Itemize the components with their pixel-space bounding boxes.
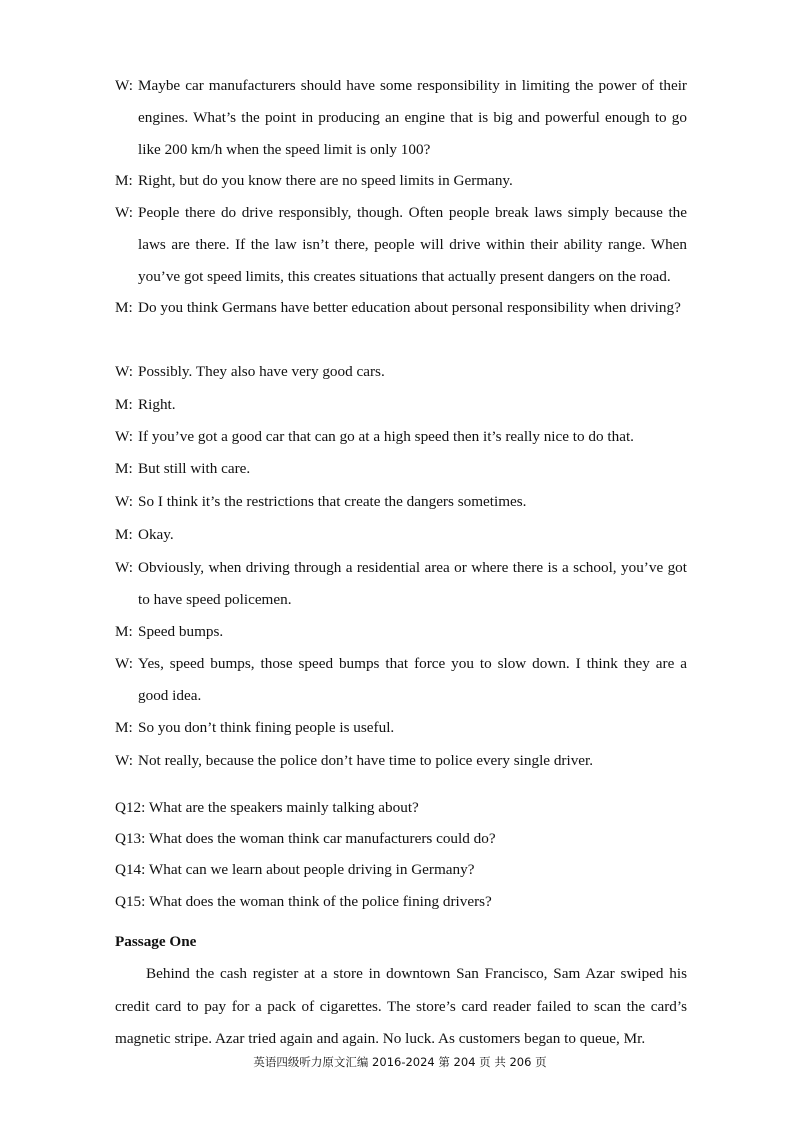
speaker-label: M: <box>115 623 133 640</box>
speaker-label: W: <box>115 428 133 445</box>
dialogue-text: Do you think Germans have better education about personal responsibility when driving? <box>138 299 681 316</box>
dialogue-turn <box>115 292 687 324</box>
dialogue-turn <box>115 197 687 293</box>
dialogue-turn <box>115 356 687 388</box>
speaker-label: W: <box>115 363 133 380</box>
speaker-label: W: <box>115 559 133 576</box>
dialogue-turn <box>115 616 687 648</box>
passage-text: Behind the cash register at a store in downtown San Francisco, Sam Azar swiped his credit card to pay for a pack of cigarettes. The store’s card reader failed to scan the card’s magnetic stripe. Azar tried again and again. No luck. As customers began to queue, Mr. <box>115 965 687 1047</box>
speaker-label: M: <box>115 172 133 189</box>
dialogue-text: Okay. <box>138 526 174 543</box>
dialogue-turn <box>115 70 687 166</box>
dialogue-turn <box>115 712 687 744</box>
dialogue-turn <box>115 421 687 453</box>
speaker-label: M: <box>115 460 133 477</box>
dialogue-turn <box>115 389 687 421</box>
dialogue-turn <box>115 453 687 485</box>
dialogue-turn <box>115 648 687 712</box>
speaker-label: M: <box>115 299 133 316</box>
dialogue-text: If you’ve got a good car that can go at a high speed then it’s really nice to do that. <box>138 428 634 445</box>
dialogue-text: So I think it’s the restrictions that create the dangers sometimes. <box>138 493 527 510</box>
speaker-label: W: <box>115 204 133 221</box>
dialogue-text: Right, but do you know there are no speed limits in Germany. <box>138 172 513 189</box>
dialogue-text: Right. <box>138 396 176 413</box>
speaker-label: M: <box>115 526 133 543</box>
question-q14: Q14: What can we learn about people driving in Germany? <box>115 861 475 878</box>
speaker-label: W: <box>115 752 133 769</box>
page-footer: 英语四级听力原文汇编 2016-2024 第 204 页 共 206 页 <box>253 1055 547 1069</box>
question-q12: Q12: What are the speakers mainly talking about? <box>115 799 419 816</box>
dialogue-turn <box>115 745 687 777</box>
dialogue-turn <box>115 486 687 518</box>
speaker-label: W: <box>115 77 133 94</box>
question-q13: Q13: What does the woman think car manufacturers could do? <box>115 830 496 847</box>
dialogue-text: Yes, speed bumps, those speed bumps that force you to slow down. I think they are a good idea. <box>138 655 687 704</box>
question-q15: Q15: What does the woman think of the police fining drivers? <box>115 893 492 910</box>
speaker-label: W: <box>115 493 133 510</box>
dialogue-text: Obviously, when driving through a residential area or where there is a school, you’ve got to have speed policemen. <box>138 559 687 608</box>
passage-heading: Passage One <box>115 933 197 950</box>
speaker-label: M: <box>115 719 133 736</box>
dialogue-text: But still with care. <box>138 460 251 477</box>
dialogue-text: Speed bumps. <box>138 623 224 640</box>
dialogue-turn <box>115 519 687 551</box>
dialogue-text: Not really, because the police don’t have time to police every single driver. <box>138 752 594 769</box>
dialogue-text: People there do drive responsibly, though. Often people break laws simply because the laws are there. If the law isn’t there, people will drive within their ability range. When you’ve got speed limits, this creates situations that actually present dangers on the road. <box>138 204 687 285</box>
dialogue-text: Possibly. They also have very good cars. <box>138 363 385 380</box>
dialogue-text: Maybe car manufacturers should have some responsibility in limiting the power of their engines. What’s the point in producing an engine that is big and powerful enough to go like 200 km/h when the speed limit is only 100? <box>138 77 687 158</box>
dialogue-text: So you don’t think fining people is useful. <box>138 719 395 736</box>
dialogue-turn <box>115 552 687 616</box>
dialogue-turn <box>115 165 687 197</box>
speaker-label: W: <box>115 655 133 672</box>
speaker-label: M: <box>115 396 133 413</box>
